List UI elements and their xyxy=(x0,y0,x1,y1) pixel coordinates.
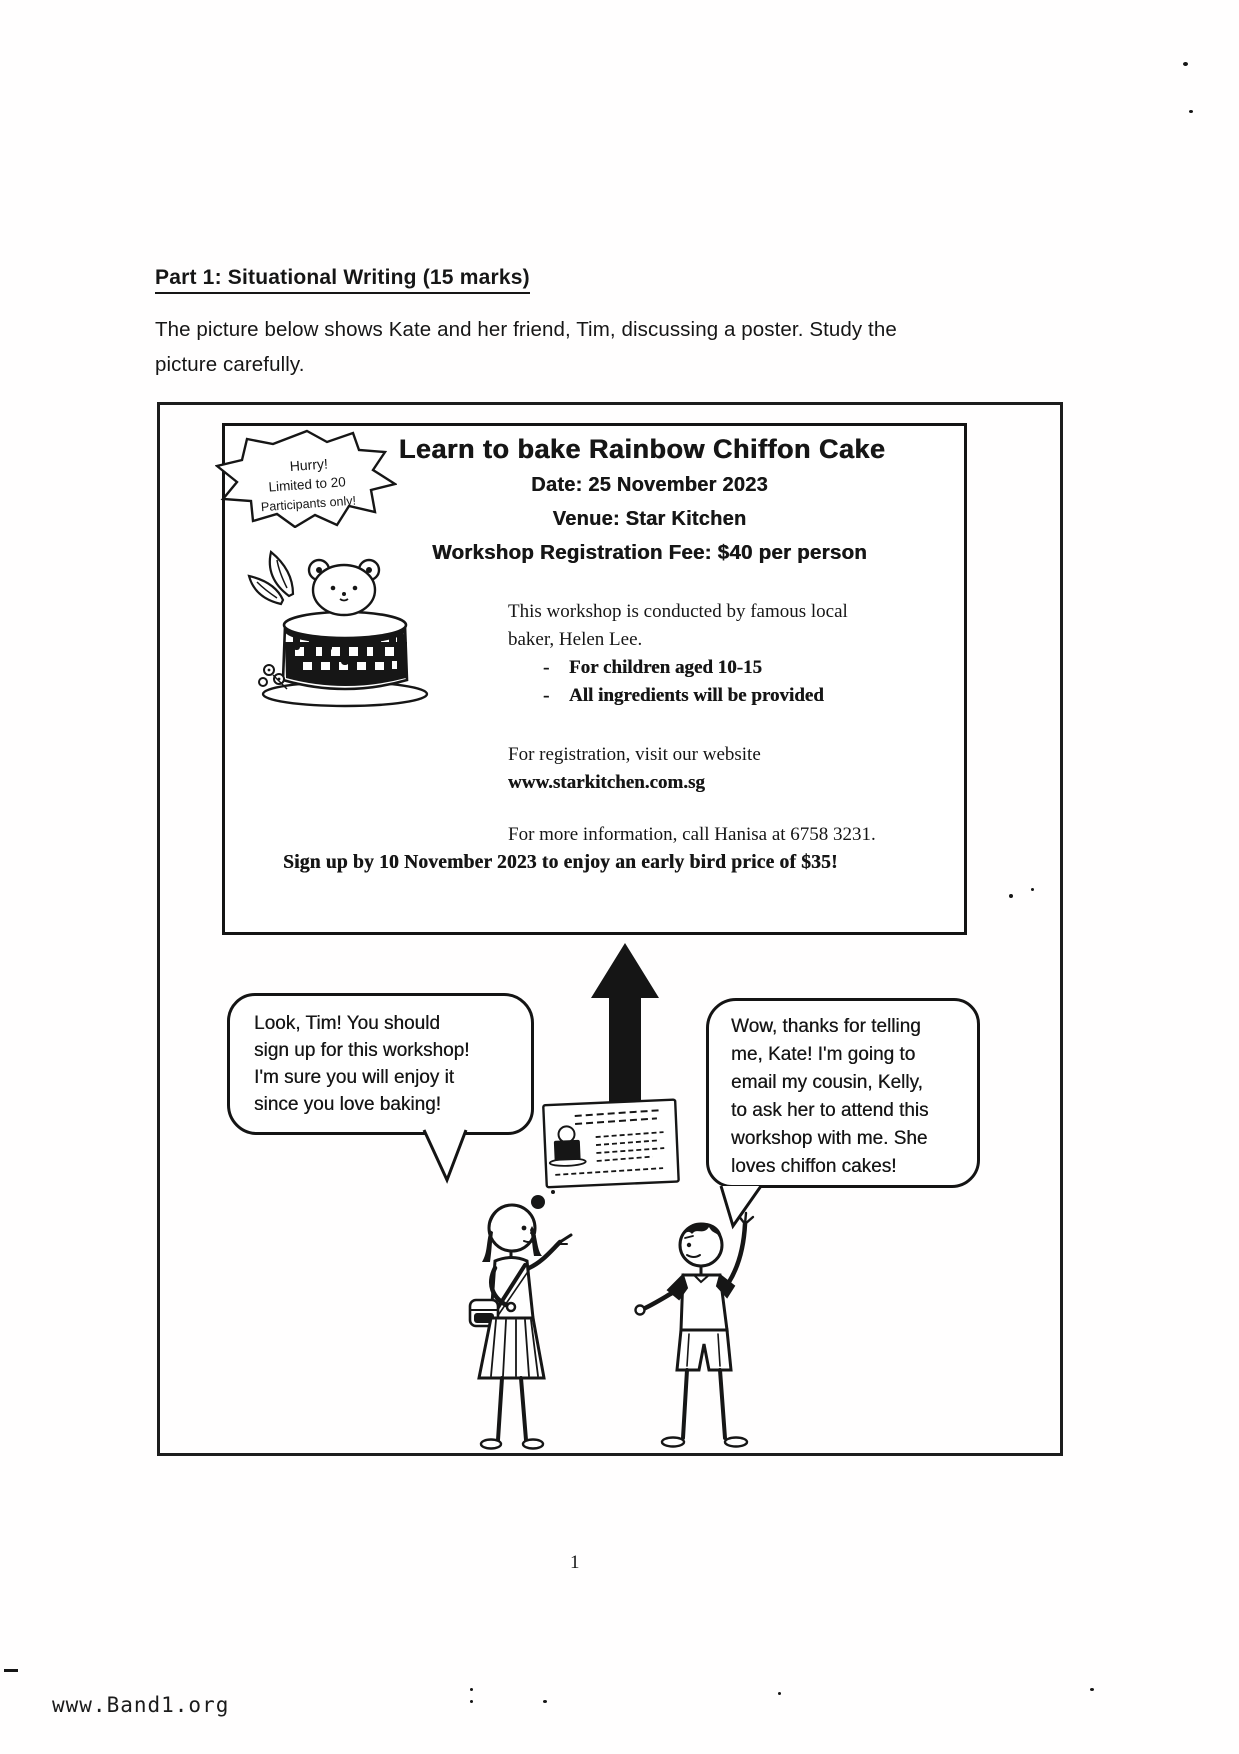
poster-body xyxy=(508,598,948,849)
scan-speck xyxy=(1031,888,1034,891)
part-heading: Part 1: Situational Writing (15 marks) xyxy=(155,266,530,294)
kate-speech-line: since you love baking! xyxy=(254,1094,441,1115)
tim-bubble-tail xyxy=(716,1184,766,1230)
tim-speech-line: loves chiffon cakes! xyxy=(731,1156,897,1177)
scan-speck xyxy=(4,1669,18,1672)
hurry-starburst-badge xyxy=(215,428,397,528)
kate-bubble-tail xyxy=(420,1128,472,1184)
kate-speech-line: sign up for this workshop! xyxy=(254,1040,470,1061)
workshop-poster xyxy=(222,423,967,935)
about-line-1: This workshop is conducted by famous local xyxy=(508,601,848,622)
scan-speck xyxy=(1183,62,1188,66)
tim-figure xyxy=(630,1196,782,1460)
poster-venue: Venue: Star Kitchen xyxy=(552,508,747,530)
poster-date: Date: 25 November 2023 xyxy=(531,474,768,496)
signup-line: Sign up by 10 November 2023 to enjoy an early bird price of $35! xyxy=(283,852,838,873)
kate-speech-line: Look, Tim! You should xyxy=(254,1013,440,1034)
tim-speech-line: me, Kate! I'm going to xyxy=(731,1044,916,1065)
registration-website: www.starkitchen.com.sg xyxy=(508,772,705,793)
scan-speck xyxy=(543,1700,547,1703)
about-line-2: baker, Helen Lee. xyxy=(508,629,643,650)
bullet-item-2 xyxy=(508,682,948,710)
tim-speech-bubble xyxy=(706,998,980,1188)
starburst-line-3: Participants only! xyxy=(260,493,357,515)
page-number: 1 xyxy=(570,1552,580,1573)
tim-speech-line: to ask her to attend this xyxy=(731,1100,929,1121)
kate-speech-line: I'm sure you will enjoy it xyxy=(254,1067,455,1088)
tim-speech-line: Wow, thanks for telling xyxy=(731,1016,921,1037)
registration-line-1: For registration, visit our website xyxy=(508,744,761,765)
cake-illustration xyxy=(245,530,450,715)
bullet-dash: - xyxy=(543,685,550,706)
bullet-dash: - xyxy=(543,657,550,678)
intro-line-1: The picture below shows Kate and her friend, Tim, discussing a poster. Study the xyxy=(155,318,897,341)
kate-figure xyxy=(432,1186,594,1458)
starburst-line-1: Hurry! xyxy=(289,455,329,475)
bullet-text-2: All ingredients will be provided xyxy=(569,685,824,706)
scan-speck xyxy=(470,1700,473,1703)
intro-text xyxy=(155,312,1155,382)
starburst-line-2: Limited to 20 xyxy=(268,474,347,495)
scan-speck xyxy=(1009,894,1013,898)
scan-speck xyxy=(1090,1688,1094,1691)
scan-speck xyxy=(470,1688,473,1691)
site-watermark: www.Band1.org xyxy=(52,1693,230,1717)
mini-poster-illustration xyxy=(538,1095,702,1194)
poster-title: Learn to bake Rainbow Chiffon Cake xyxy=(398,434,886,464)
scan-speck xyxy=(1189,110,1193,113)
bullet-item-1 xyxy=(508,654,948,682)
intro-line-2: picture carefully. xyxy=(155,353,305,376)
info-line: For more information, call Hanisa at 6758 3231. xyxy=(508,824,876,845)
up-arrow-icon xyxy=(588,940,662,1118)
poster-fee: Workshop Registration Fee: $40 per person xyxy=(432,541,867,564)
bullet-text-1: For children aged 10-15 xyxy=(569,657,762,678)
tim-speech-line: workshop with me. She xyxy=(731,1128,928,1149)
tim-speech-line: email my cousin, Kelly, xyxy=(731,1072,923,1093)
kate-speech-bubble xyxy=(227,993,534,1135)
scan-speck xyxy=(778,1692,781,1695)
